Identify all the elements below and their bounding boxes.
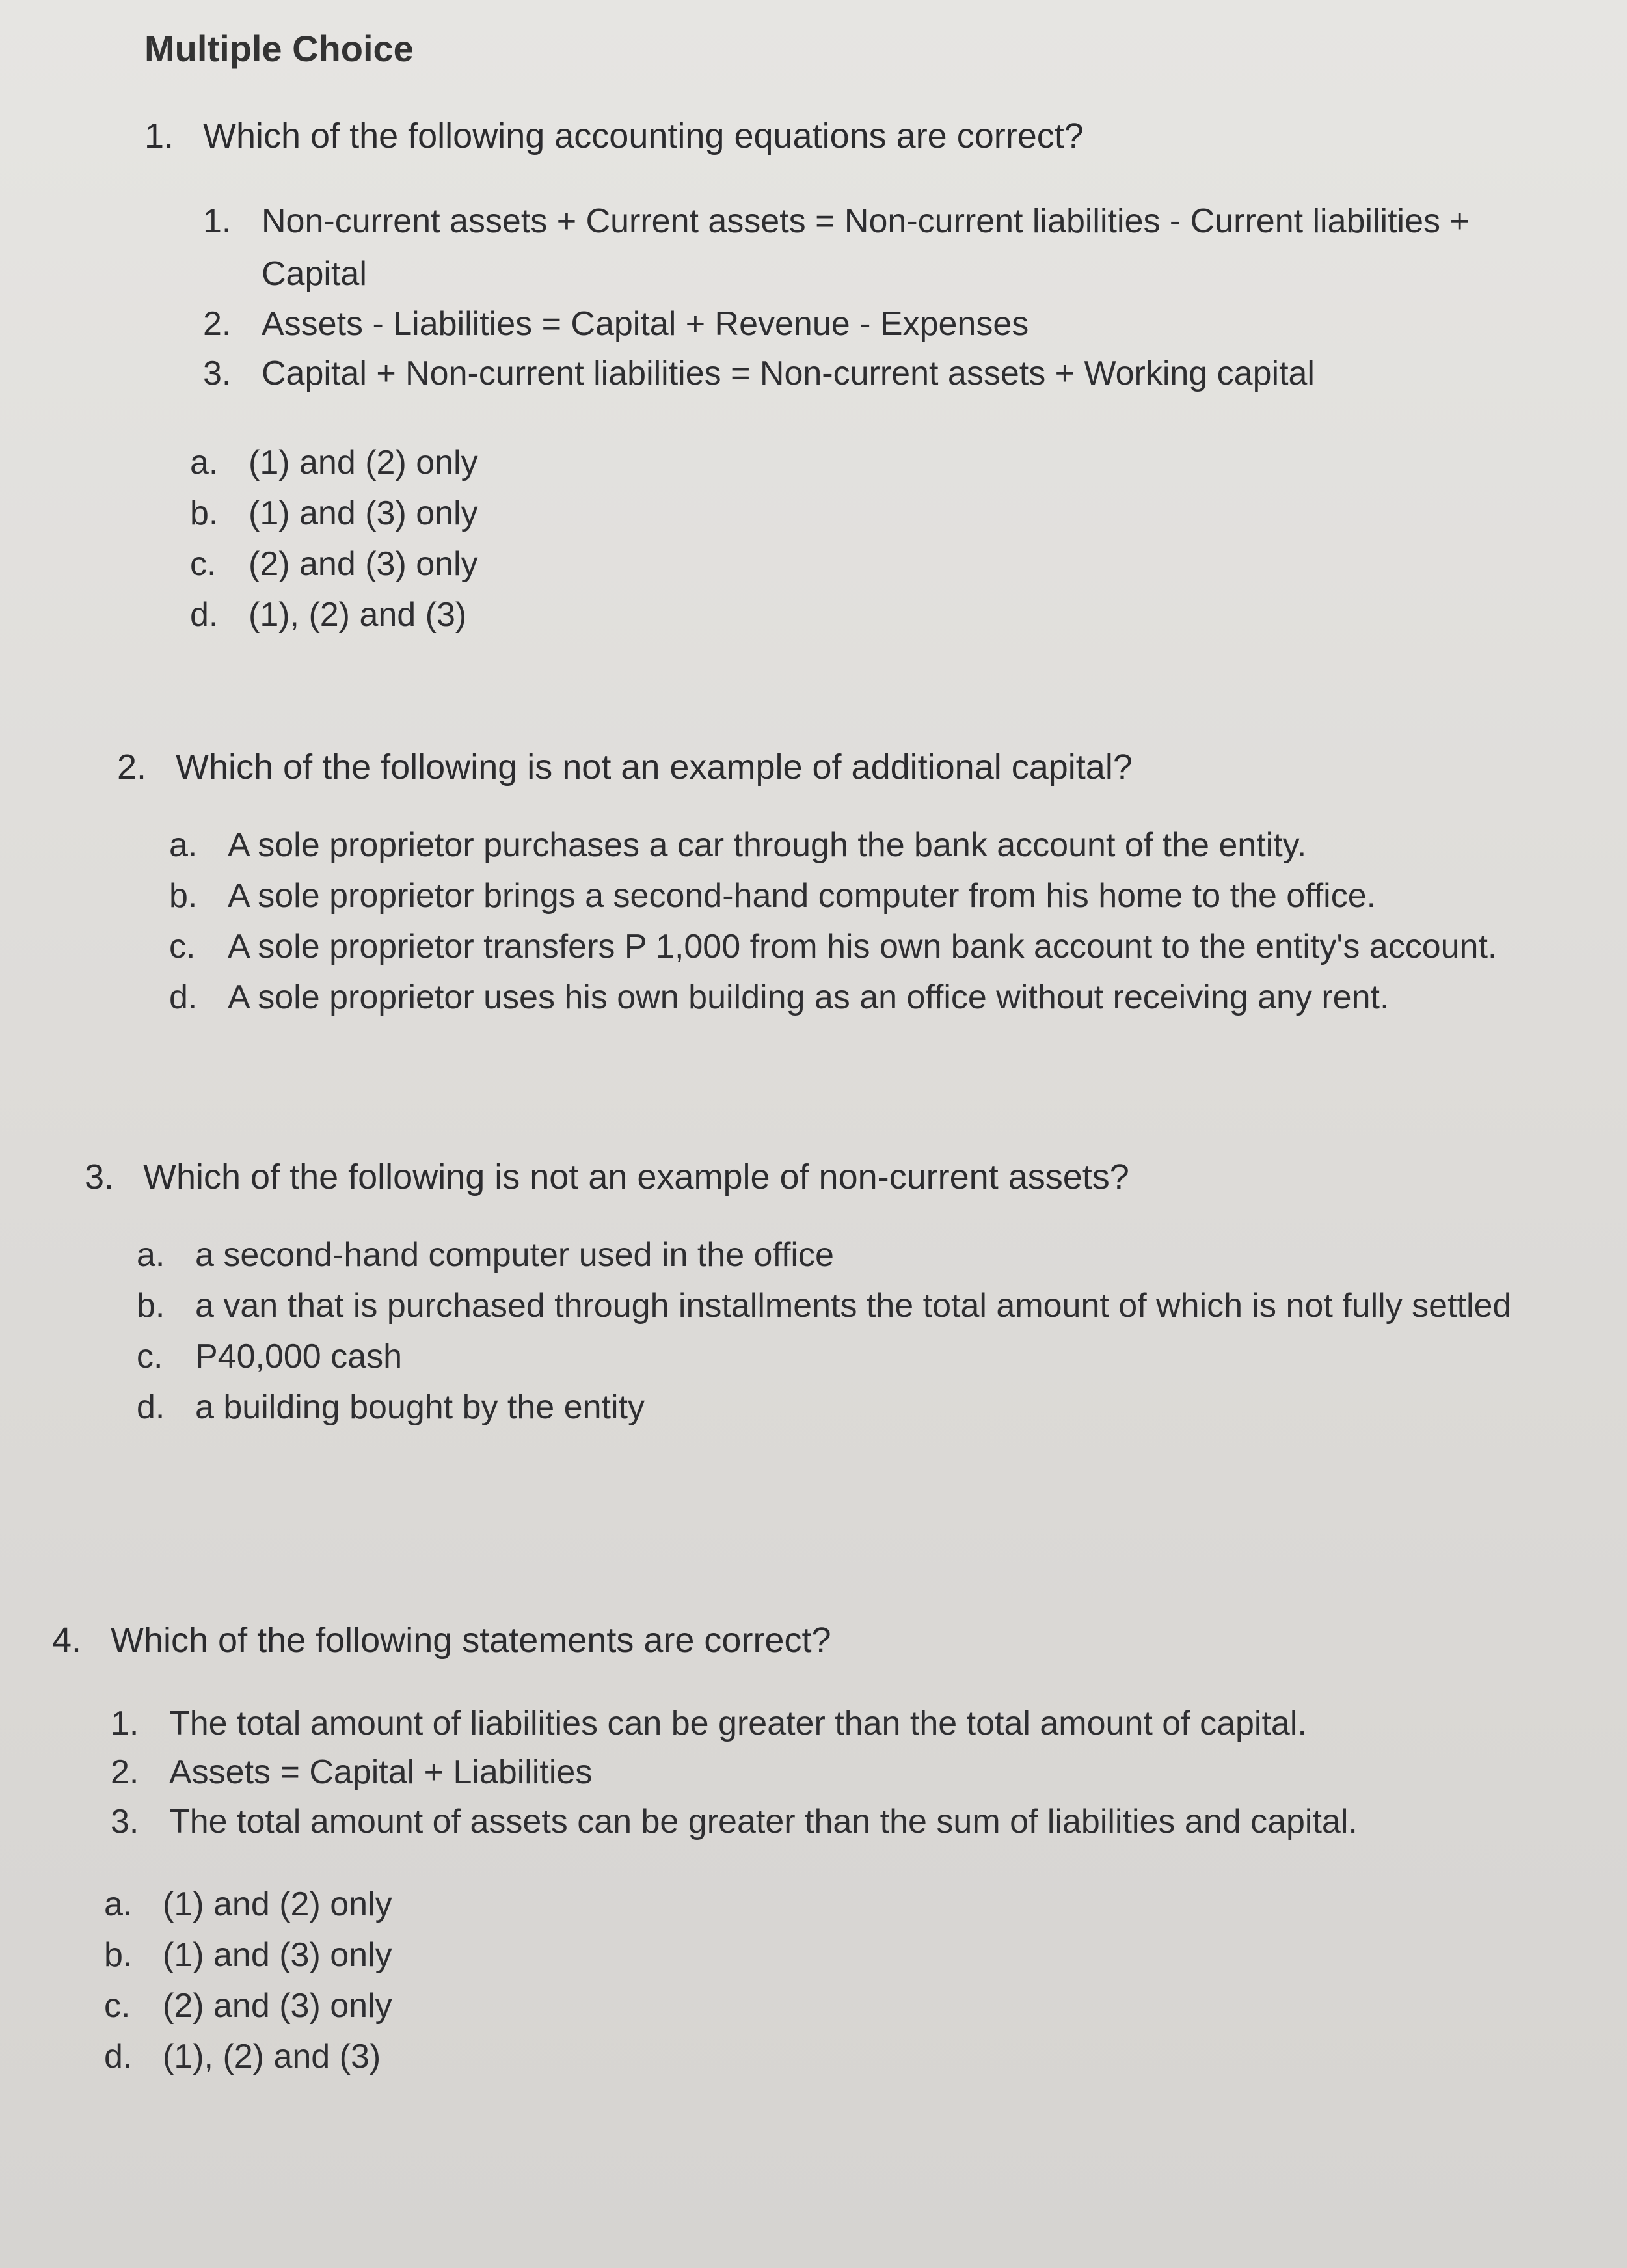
answer-option[interactable] — [169, 921, 1587, 972]
option-text: (1) and (2) only — [249, 443, 478, 481]
statement-list — [111, 1699, 1607, 1846]
option-text: (1) and (3) only — [163, 1936, 392, 1975]
option-list — [190, 437, 1627, 640]
option-list — [169, 820, 1587, 1023]
question-stem — [52, 1620, 1535, 1660]
statement-item — [111, 1798, 1607, 1846]
option-letter: d. — [137, 1388, 165, 1426]
option-letter: b. — [190, 494, 219, 532]
option-letter: c. — [169, 928, 196, 965]
answer-option[interactable] — [137, 1331, 1568, 1382]
statement-number: 3. — [111, 1802, 139, 1841]
question-3 — [85, 1157, 1568, 1433]
option-letter: a. — [104, 1885, 133, 1924]
question-stem — [144, 116, 1627, 156]
option-letter: c. — [104, 1987, 131, 2025]
option-text: P40,000 cash — [195, 1338, 403, 1375]
statement-number: 2. — [111, 1753, 139, 1792]
option-letter: a. — [190, 443, 219, 481]
statement-item — [111, 1748, 1607, 1797]
option-text: (1), (2) and (3) — [249, 595, 467, 634]
answer-option[interactable] — [169, 871, 1587, 921]
section-heading: Multiple Choice — [144, 28, 414, 69]
option-letter: d. — [169, 979, 198, 1016]
question-1 — [144, 116, 1627, 640]
option-text: a van that is purchased through installments the total amount of which is not fully settled — [195, 1287, 1512, 1325]
question-2 — [117, 747, 1600, 1023]
answer-option[interactable] — [137, 1382, 1568, 1433]
answer-option[interactable] — [104, 1879, 1535, 1930]
statement-list — [203, 195, 1530, 398]
answer-option[interactable] — [190, 589, 1627, 640]
answer-option[interactable] — [169, 972, 1587, 1023]
option-text: (2) and (3) only — [249, 545, 478, 583]
question-stem — [85, 1157, 1568, 1197]
statement-number: 3. — [203, 354, 232, 392]
option-text: A sole proprietor brings a second-hand computer from his home to the office. — [228, 877, 1377, 915]
option-text: a second-hand computer used in the office — [195, 1236, 834, 1274]
option-letter: c. — [137, 1338, 163, 1375]
statement-item — [203, 300, 1530, 349]
option-letter: d. — [104, 2038, 133, 2076]
question-number: 2. — [117, 748, 147, 787]
option-letter: b. — [169, 877, 198, 915]
option-text: (2) and (3) only — [163, 1987, 392, 2025]
answer-option[interactable] — [104, 1980, 1535, 2031]
statement-text: Non-current assets + Current assets = Non-current liabilities - Current liabilities + Capital — [262, 202, 1470, 293]
answer-option[interactable] — [104, 2031, 1535, 2082]
statement-item — [111, 1699, 1607, 1748]
option-text: A sole proprietor uses his own building as an office without receiving any rent. — [228, 979, 1390, 1016]
statement-item — [203, 195, 1530, 300]
option-letter: c. — [190, 545, 217, 583]
question-text: Which of the following statements are correct? — [111, 1621, 831, 1660]
statement-number: 1. — [111, 1705, 139, 1742]
statement-text: Assets - Liabilities = Capital + Revenue - Expenses — [262, 305, 1029, 344]
option-letter: b. — [104, 1936, 133, 1975]
option-list — [104, 1879, 1535, 2082]
question-number: 3. — [85, 1157, 114, 1196]
option-text: a building bought by the entity — [195, 1388, 645, 1426]
statement-number: 1. — [203, 202, 232, 240]
answer-option[interactable] — [137, 1280, 1568, 1331]
answer-option[interactable] — [104, 1930, 1535, 1980]
option-letter: a. — [169, 826, 198, 864]
answer-option[interactable] — [190, 437, 1627, 488]
statement-number: 2. — [203, 305, 232, 344]
answer-option[interactable] — [137, 1230, 1568, 1280]
option-text: A sole proprietor purchases a car through the bank account of the entity. — [228, 826, 1307, 864]
answer-option[interactable] — [169, 820, 1587, 871]
statement-text: Capital + Non-current liabilities = Non-current assets + Working capital — [262, 354, 1315, 392]
option-text: (1), (2) and (3) — [163, 2038, 381, 2076]
question-text: Which of the following is not an example of non-current assets? — [143, 1157, 1129, 1196]
question-number: 4. — [52, 1621, 82, 1660]
statement-text: The total amount of liabilities can be greater than the total amount of capital. — [169, 1705, 1307, 1742]
answer-option[interactable] — [190, 488, 1627, 539]
question-text: Which of the following is not an example of additional capital? — [176, 748, 1133, 787]
option-letter: d. — [190, 595, 219, 634]
question-4 — [52, 1620, 1535, 2082]
option-text: (1) and (2) only — [163, 1885, 392, 1924]
question-number: 1. — [144, 116, 174, 155]
statement-text: The total amount of assets can be greater than the sum of liabilities and capital. — [169, 1802, 1358, 1841]
option-list — [137, 1230, 1568, 1433]
answer-option[interactable] — [190, 539, 1627, 589]
question-stem — [117, 747, 1600, 787]
option-text: A sole proprietor transfers P 1,000 from his own bank account to the entity's account. — [228, 928, 1498, 965]
statement-text: Assets = Capital + Liabilities — [169, 1753, 593, 1792]
statement-item — [203, 349, 1530, 398]
option-text: (1) and (3) only — [249, 494, 478, 532]
option-letter: b. — [137, 1287, 165, 1325]
question-text: Which of the following accounting equations are correct? — [203, 116, 1084, 155]
option-letter: a. — [137, 1236, 165, 1274]
